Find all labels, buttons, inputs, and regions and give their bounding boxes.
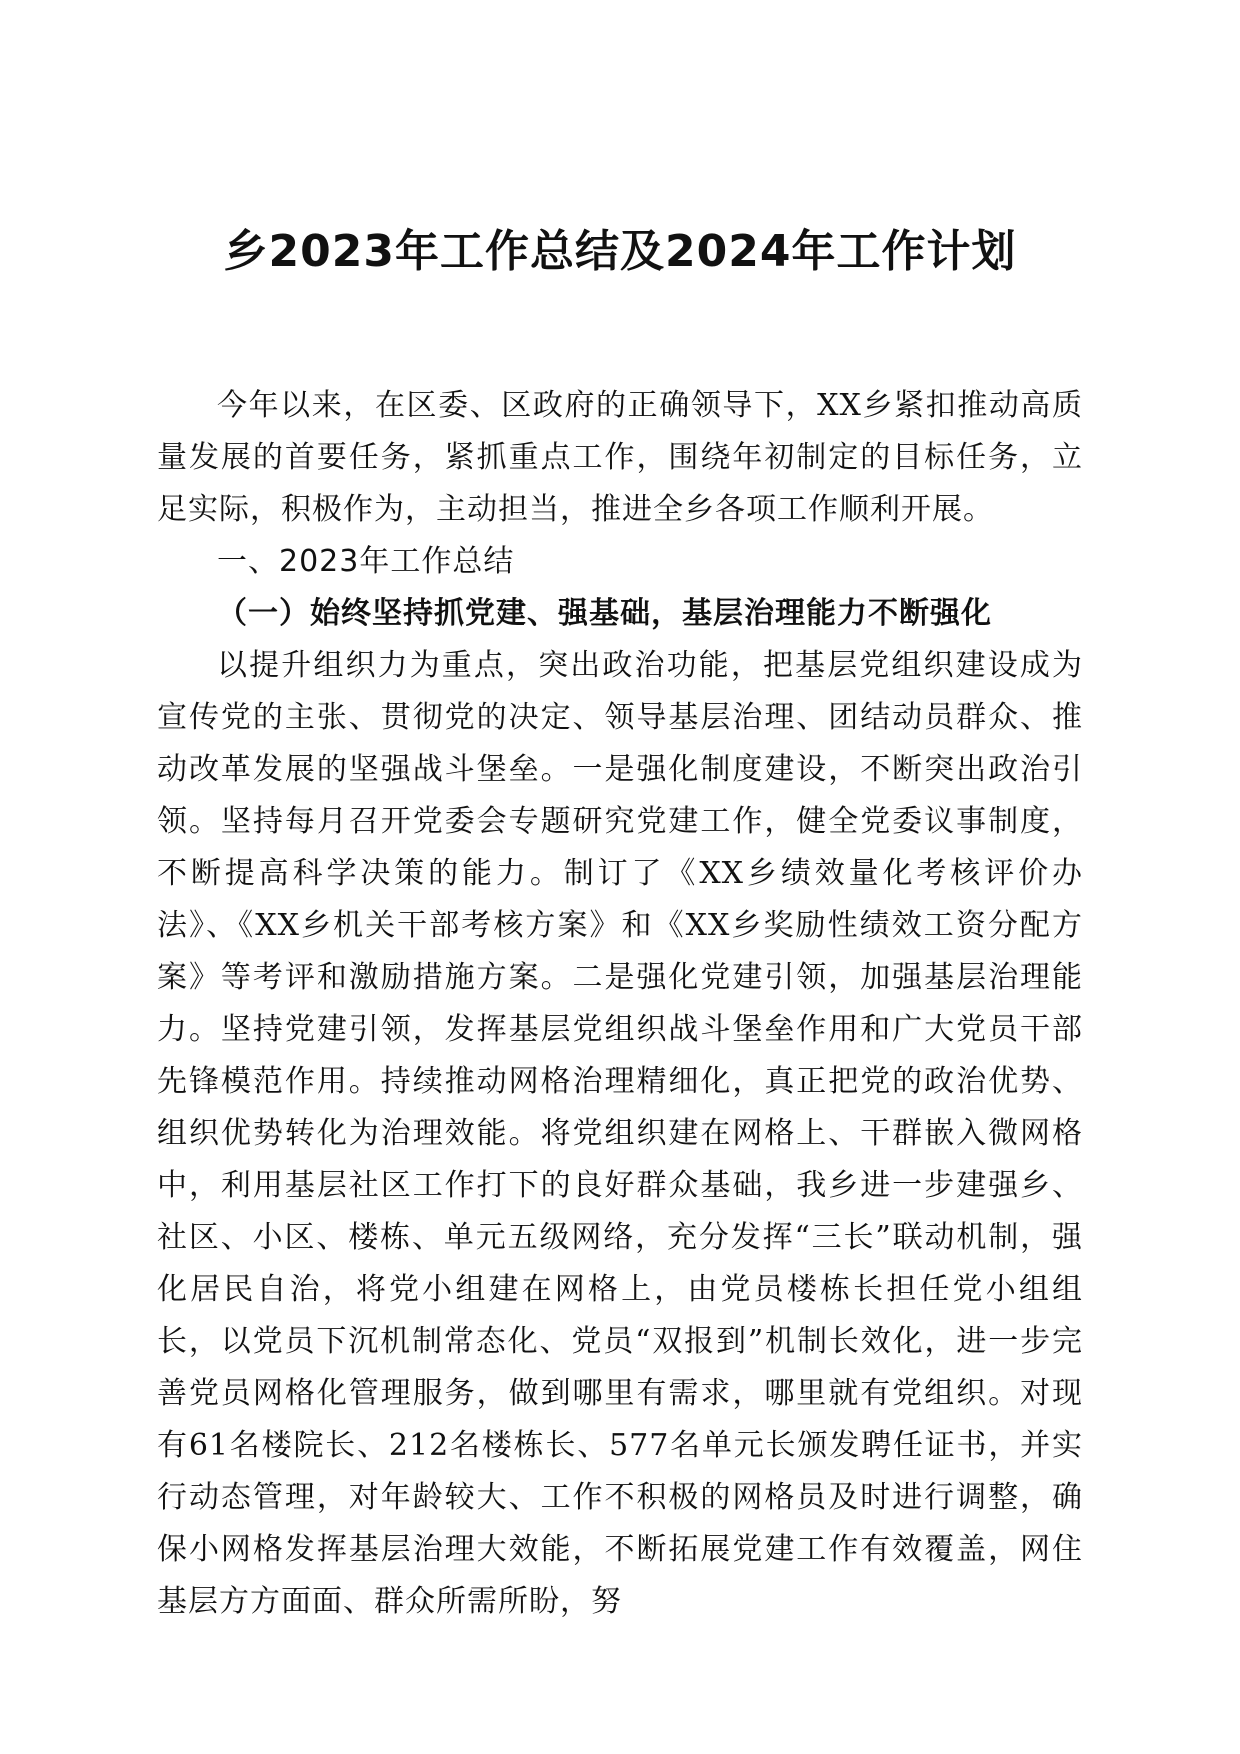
- document-title: 乡2023年工作总结及2024年工作计划: [223, 226, 1017, 277]
- subsection-heading-party-building: （一）始终坚持抓党建、强基础，基层治理能力不断强化: [217, 596, 992, 631]
- section-heading-summary: 一、2023年工作总结: [217, 544, 515, 579]
- subsection-body-party-building: 以提升组织力为重点，突出政治功能，把基层党组织建设成为宣传党的主张、贯彻党的决定、领导基层治理、团结动员群众、推动改革发展的坚强战斗堡垒。一是强化制度建设，不断突出政治引领。坚持每月召开党委会专题研究党建工作，健全党委议事制度，不断提高科学决策的能力。制订了《XX乡绩效量化考核评价办法》、《XX乡机关干部考核方案》和《XX乡奖励性绩效工资分配方案》等考评和激励措施方案。二是强化党建引领，加强基层治理能力。坚持党建引领，发挥基层党组织战斗堡垒作用和广大党员干部先锋模范作用。持续推动网格治理精细化，真正把党的政治优势、组织优势转化为治理效能。将党组织建在网格上、干群嵌入微网格中，利用基层社区工作打下的良好群众基础，我乡进一步建强乡、社区、小区、楼栋、单元五级网络，充分发挥“三长”联动机制，强化居民自治，将党小组建在网格上，由党员楼栋长担任党小组组长，以党员下沉机制常态化、党员“双报到”机制长效化，进一步完善党员网格化管理服务，做到哪里有需求，哪里就有党组织。对现有61名楼院长、212名楼栋长、577名单元长颁发聘任证书，并实行动态管理，对年龄较大、工作不积极的网格员及时进行调整，确保小网格发挥基层治理大效能，不断拓展党建工作有效覆盖，网住基层方方面面、群众所需所盼，努: [157, 648, 1083, 1619]
- document-body: [157, 380, 1083, 1628]
- intro-paragraph: 今年以来，在区委、区政府的正确领导下，XX乡紧扣推动高质量发展的首要任务，紧抓重点工作，围绕年初制定的目标任务，立足实际，积极作为，主动担当，推进全乡各项工作顺利开展。: [157, 388, 1083, 527]
